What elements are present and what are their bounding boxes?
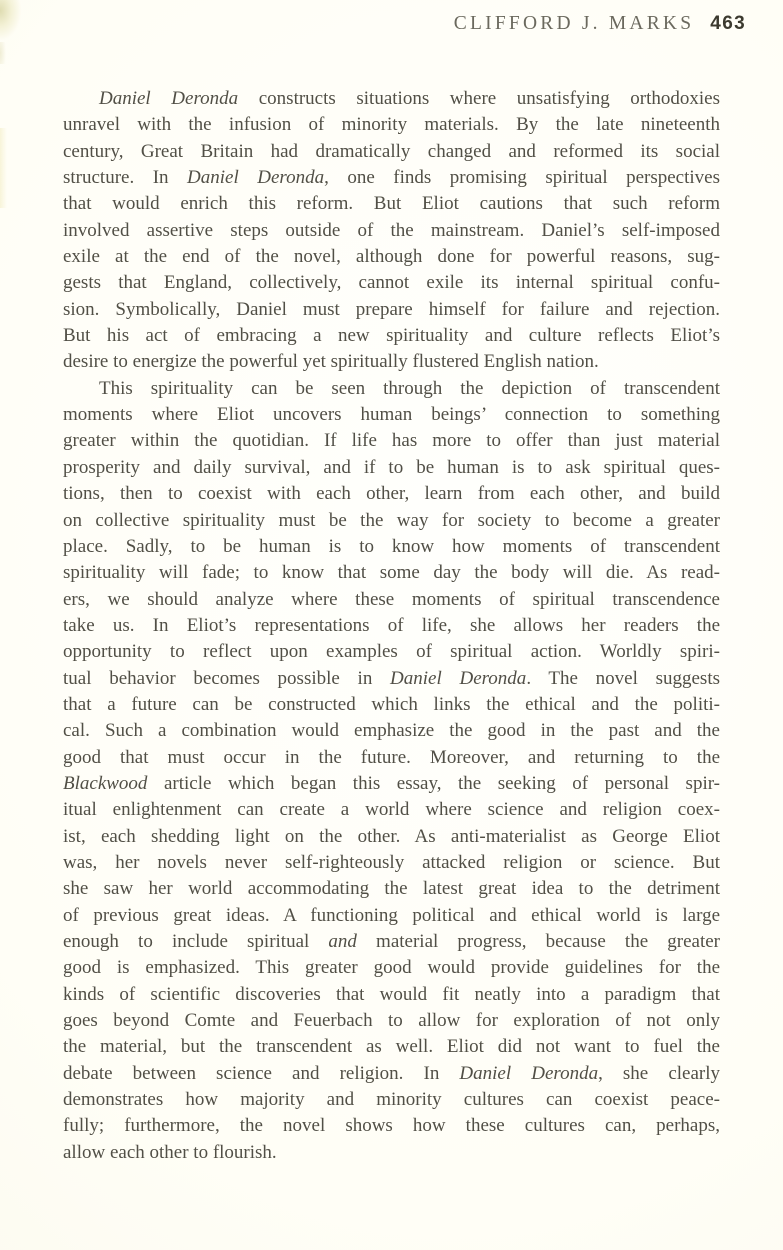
text-line: [63, 428, 720, 454]
text-line: [63, 666, 720, 692]
text-segment: the material, but the transcendent as well. Eliot did not want to fuel the: [63, 1036, 720, 1058]
scan-stain-top-left: [0, 0, 22, 42]
text-line: [63, 982, 720, 1008]
text-segment: on collective spirituality must be the way for society to become a greater: [63, 509, 720, 531]
text-line: [63, 86, 720, 112]
text-segment: spirituality will fade; to know that some day the body will die. As read-: [63, 562, 720, 584]
text-line: [63, 218, 720, 244]
text-segment: article which began this essay, the seeking of personal spir-: [147, 772, 720, 794]
italic-text-segment: Daniel Deronda: [187, 167, 325, 189]
text-segment: debate between science and religion. In: [63, 1062, 460, 1084]
text-segment: cal. Such a combination would emphasize the good in the past and the: [63, 720, 720, 742]
text-line: [63, 508, 720, 534]
text-segment: enough to include spiritual: [63, 931, 329, 952]
text-line: [63, 613, 720, 639]
italic-text-segment: Blackwood: [63, 772, 148, 794]
text-segment: moments where Eliot uncovers human beings’ connection to something: [63, 404, 720, 426]
text-segment: sion. Symbolically, Daniel must prepare himself for failure and rejection.: [63, 298, 720, 320]
article-body: [63, 86, 720, 1166]
page-header: [454, 13, 746, 35]
text-segment: good that must occur in the future. Moreover, and returning to the: [63, 746, 720, 768]
text-line: [63, 797, 720, 823]
text-segment: that a future can be constructed which links the ethical and the politi-: [63, 693, 720, 715]
text-line: [63, 850, 720, 876]
scan-stain-left-middle: [0, 128, 7, 208]
text-line: [63, 534, 720, 560]
text-segment: prosperity and daily survival, and if to be human is to ask spiritual ques-: [63, 456, 720, 478]
text-line: [63, 824, 720, 850]
text-segment: place. Sadly, to be human is to know how moments of transcendent: [63, 535, 720, 557]
text-line: [63, 587, 720, 613]
text-segment: exile at the end of the novel, although done for powerful reasons, sug-: [63, 246, 720, 268]
text-segment: tions, then to coexist with each other, learn from each other, and build: [63, 483, 720, 505]
text-segment: good is emphasized. This greater good would provide guidelines for the: [63, 957, 720, 979]
text-segment: she saw her world accommodating the latest great idea to the detriment: [63, 878, 720, 900]
text-segment: fully; furthermore, the novel shows how these cultures can, perhaps,: [63, 1115, 720, 1137]
text-segment: allow each other to flourish.: [63, 1141, 277, 1163]
text-segment: material progress, because the greater: [356, 931, 720, 952]
text-line: [63, 1113, 720, 1139]
text-line: [63, 929, 720, 955]
running-head-author: CLIFFORD J. MARKS: [453, 13, 695, 34]
text-segment: opportunity to reflect upon examples of spiritual action. Worldly spiri-: [63, 641, 720, 663]
italic-text-segment: Daniel Deronda: [390, 667, 527, 689]
text-segment: desire to energize the powerful yet spiritually flustered English nation.: [63, 351, 599, 373]
text-line: [63, 1140, 720, 1166]
text-segment: ers, we should analyze where these moments of spiritual transcendence: [63, 588, 720, 610]
text-line: [63, 139, 720, 165]
text-line: [63, 955, 720, 981]
text-segment: unravel with the infusion of minority materials. By the late nineteenth: [63, 114, 720, 136]
text-line: [63, 402, 720, 428]
paragraph: [63, 86, 720, 376]
text-line: [63, 1061, 720, 1087]
text-line: [63, 481, 720, 507]
text-line: [63, 376, 720, 402]
text-line: [63, 270, 720, 296]
text-segment: kinds of scientific discoveries that would fit neatly into a paradigm that: [63, 983, 720, 1005]
text-segment: tual behavior becomes possible in: [63, 667, 391, 689]
text-segment: greater within the quotidian. If life has more to offer than just material: [63, 430, 720, 452]
text-line: [63, 903, 720, 929]
text-line: [63, 560, 720, 586]
text-line: [63, 718, 720, 744]
text-line: [63, 165, 720, 191]
text-segment: goes beyond Comte and Feuerbach to allow for exploration of not only: [63, 1010, 720, 1032]
text-segment: This spirituality can be seen through the depiction of transcendent: [99, 377, 720, 399]
text-line: [63, 1087, 720, 1113]
text-segment: demonstrates how majority and minority cultures can coexist peace-: [63, 1089, 720, 1111]
scan-stain-top-left-secondary: [0, 42, 6, 64]
text-segment: , she clearly: [598, 1062, 720, 1084]
text-line: [63, 876, 720, 902]
text-line: [63, 1008, 720, 1034]
text-segment: itual enlightenment can create a world where science and religion coex-: [63, 799, 720, 821]
text-line: [63, 745, 720, 771]
text-segment: But his act of embracing a new spirituality and culture reflects Eliot’s: [63, 325, 720, 347]
text-line: [63, 323, 720, 349]
italic-text-segment: Daniel Deronda: [459, 1062, 599, 1084]
text-line: [63, 191, 720, 217]
paragraph: [63, 376, 720, 1166]
text-segment: constructs situations where unsatisfying orthodoxies: [238, 88, 720, 109]
text-segment: , one finds promising spiritual perspectives: [324, 167, 720, 189]
text-line: [63, 1034, 720, 1060]
text-segment: take us. In Eliot’s representations of life, she allows her readers the: [63, 614, 720, 636]
text-line: [63, 455, 720, 481]
text-line: [63, 639, 720, 665]
text-segment: involved assertive steps outside of the mainstream. Daniel’s self-imposed: [63, 219, 720, 241]
text-line: [63, 244, 720, 270]
text-segment: that would enrich this reform. But Eliot cautions that such reform: [63, 193, 720, 215]
text-segment: of previous great ideas. A functioning political and ethical world is large: [63, 904, 720, 926]
text-segment: . The novel suggests: [526, 667, 720, 689]
text-line: [63, 112, 720, 138]
italic-text-segment: Daniel Deronda: [99, 88, 239, 109]
page-number: 463: [710, 13, 746, 34]
text-line: [63, 692, 720, 718]
text-segment: century, Great Britain had dramatically changed and reformed its social: [63, 140, 720, 162]
text-segment: structure. In: [63, 167, 188, 189]
text-segment: gests that England, collectively, cannot exile its internal spiritual confu-: [63, 272, 720, 294]
text-line: [63, 771, 720, 797]
text-segment: ist, each shedding light on the other. As anti-materialist as George Eliot: [63, 825, 720, 847]
text-segment: was, her novels never self-righteously attacked religion or science. But: [63, 851, 720, 873]
text-line: [63, 349, 720, 375]
text-line: [63, 297, 720, 323]
italic-text-segment: and: [328, 931, 357, 952]
